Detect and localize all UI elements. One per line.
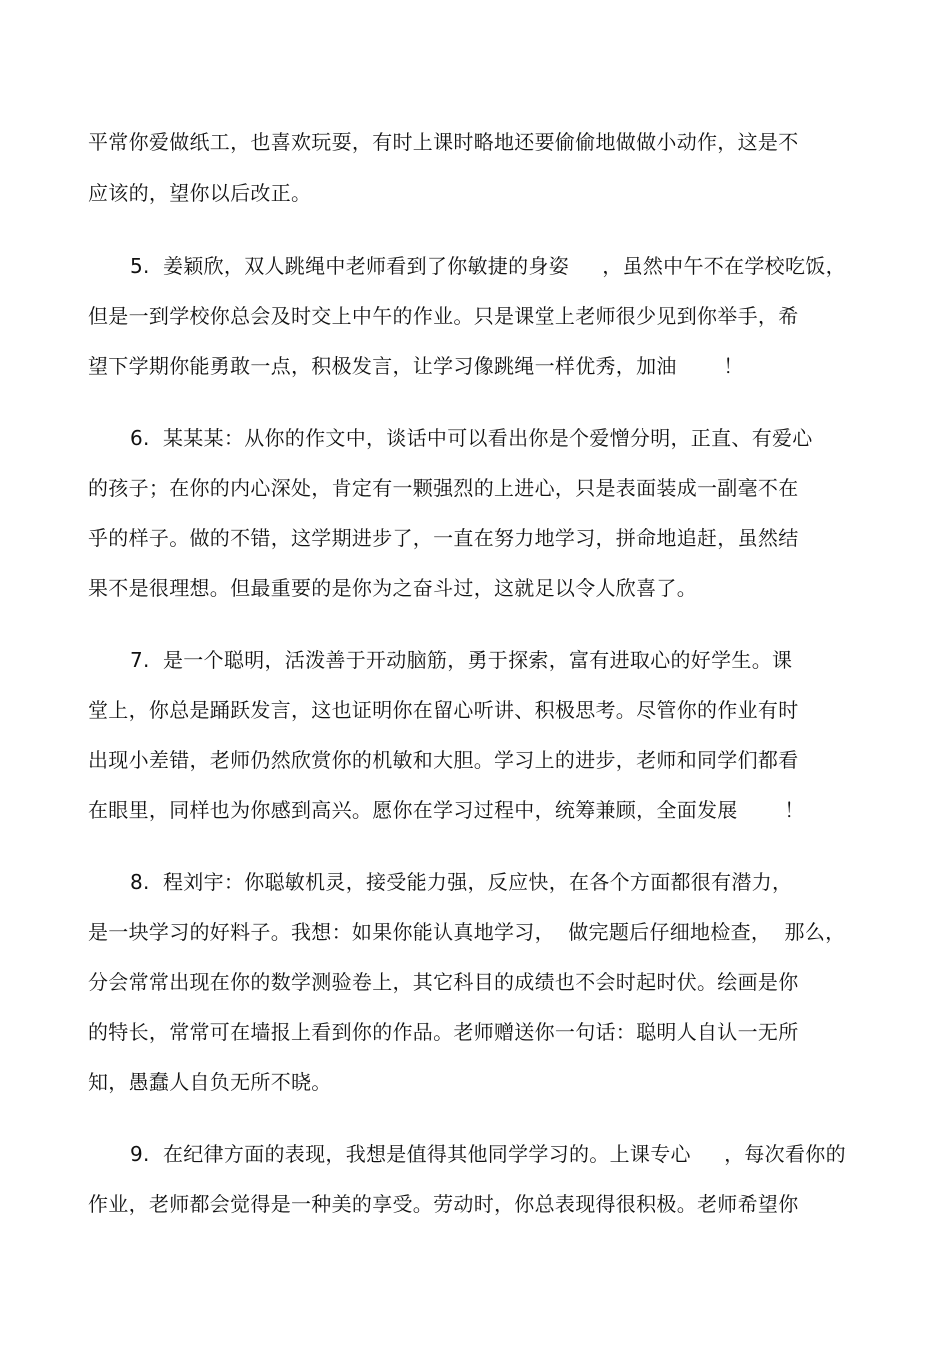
text-line: 作业，老师都会觉得是一种美的享受。劳动时，你总表现得很积极。老师希望你 (88, 1192, 799, 1216)
text-line: 但是一到学校你总会及时交上中午的作业。只是课堂上老师很少见到你举手，希 (88, 304, 799, 328)
text-line: 望下学期你能勇敢一点，积极发言，让学习像跳绳一样优秀，加油 ！ (88, 354, 744, 378)
text-line: 应该的，望你以后改正。 (88, 181, 312, 205)
text-line: 堂上，你总是踊跃发言，这也证明你在留心听讲、积极思考。尽管你的作业有时 (88, 698, 799, 722)
paragraph-7-first-line: 7. 是一个聪明，活泼善于开动脑筋，勇于探索，富有进取心的好学生。课 (130, 648, 793, 672)
text-line: 分会常常出现在你的数学测验卷上，其它科目的成绩也不会时起时伏。绘画是你 (88, 970, 799, 994)
text-line: 乎的样子。做的不错，这学期进步了，一直在努力地学习，拼命地追赶，虽然结 (88, 526, 799, 550)
text-line: 出现小差错，老师仍然欣赏你的机敏和大胆。学习上的进步，老师和同学们都看 (88, 748, 799, 772)
text-line: 是一块学习的好料子。我想：如果你能认真地学习， 做完题后仔细地检查， 那么， (88, 920, 846, 944)
paragraph-9-first-line: 9. 在纪律方面的表现，我想是值得其他同学学习的。上课专心 ，每次看你的 (130, 1142, 846, 1166)
text-line: 的特长，常常可在墙报上看到你的作品。老师赠送你一句话：聪明人自认一无所 (88, 1020, 799, 1044)
paragraph-5-first-line: 5. 姜颖欣，双人跳绳中老师看到了你敏捷的身姿 ，虽然中午不在学校吃饭， (130, 254, 846, 278)
paragraph-8-first-line: 8. 程刘宇：你聪敏机灵，接受能力强，反应快，在各个方面都很有潜力， (130, 870, 793, 894)
text-line: 知，愚蠢人自负无所不晓。 (88, 1070, 332, 1094)
text-line: 的孩子；在你的内心深处，肯定有一颗强烈的上进心，只是表面装成一副毫不在 (88, 476, 799, 500)
text-line: 平常你爱做纸工，也喜欢玩耍，有时上课时略地还要偷偷地做做小动作，这是不 (88, 130, 799, 154)
text-line: 在眼里，同样也为你感到高兴。愿你在学习过程中，统筹兼顾，全面发展 ！ (88, 798, 805, 822)
paragraph-6-first-line: 6. 某某某：从你的作文中，谈话中可以看出你是个爱憎分明，正直、有爱心 (130, 426, 813, 450)
text-line: 果不是很理想。但最重要的是你为之奋斗过，这就足以令人欣喜了。 (88, 576, 697, 600)
